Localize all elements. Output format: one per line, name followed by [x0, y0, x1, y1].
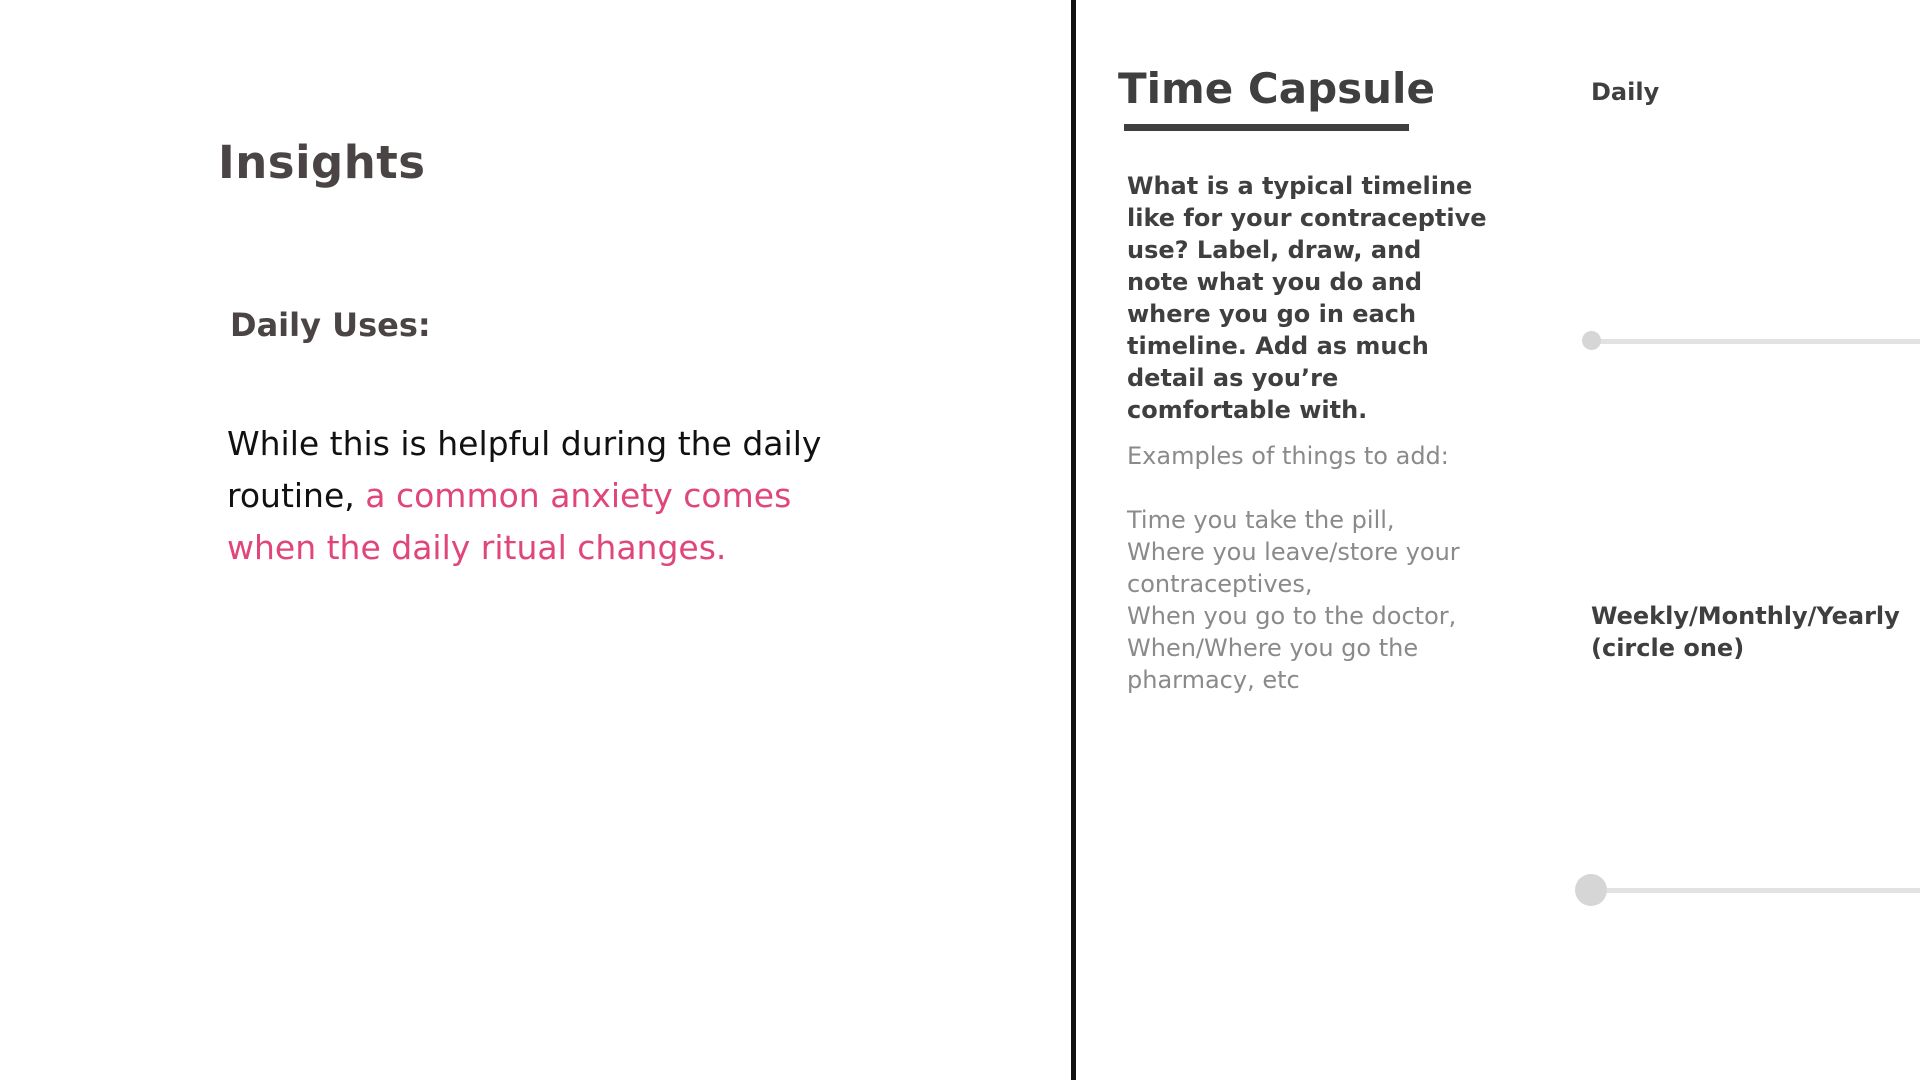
example-item: Time you take the pill,: [1127, 506, 1395, 534]
insights-title: Insights: [218, 136, 426, 189]
example-item: contraceptives,: [1127, 570, 1313, 598]
example-item: Where you leave/store your: [1127, 538, 1460, 566]
timeline-daily-dot: [1582, 331, 1601, 350]
insight-paragraph: [227, 418, 867, 574]
timeline-daily-label: Daily: [1591, 78, 1660, 106]
example-item: When you go to the doctor,: [1127, 602, 1457, 630]
time-capsule-prompt: What is a typical timeline like for your contraceptive use? Label, draw, and note what you do and where you go in each timeline. Add as much detail as you’re comfortable with.: [1127, 172, 1487, 424]
example-item: When/Where you go the: [1127, 634, 1419, 662]
panel-divider: [1071, 0, 1076, 1080]
insight-text-highlight: a common anxiety comes when the daily ritual changes.: [227, 476, 792, 567]
examples-list: [1127, 504, 1487, 696]
timeline-daily-line: [1592, 339, 1920, 344]
timeline-period-label: Weekly/Monthly/Yearly (circle one): [1591, 602, 1900, 662]
daily-uses-heading: Daily Uses:: [230, 306, 431, 344]
time-capsule-title: Time Capsule: [1118, 64, 1435, 113]
example-item: pharmacy, etc: [1127, 666, 1300, 694]
examples-heading: Examples of things to add:: [1127, 442, 1449, 470]
timeline-period-dot: [1575, 874, 1607, 906]
insight-text-plain: While this is helpful during the daily routine,: [227, 424, 822, 515]
title-underline: [1124, 124, 1409, 131]
timeline-period-line: [1592, 888, 1920, 893]
